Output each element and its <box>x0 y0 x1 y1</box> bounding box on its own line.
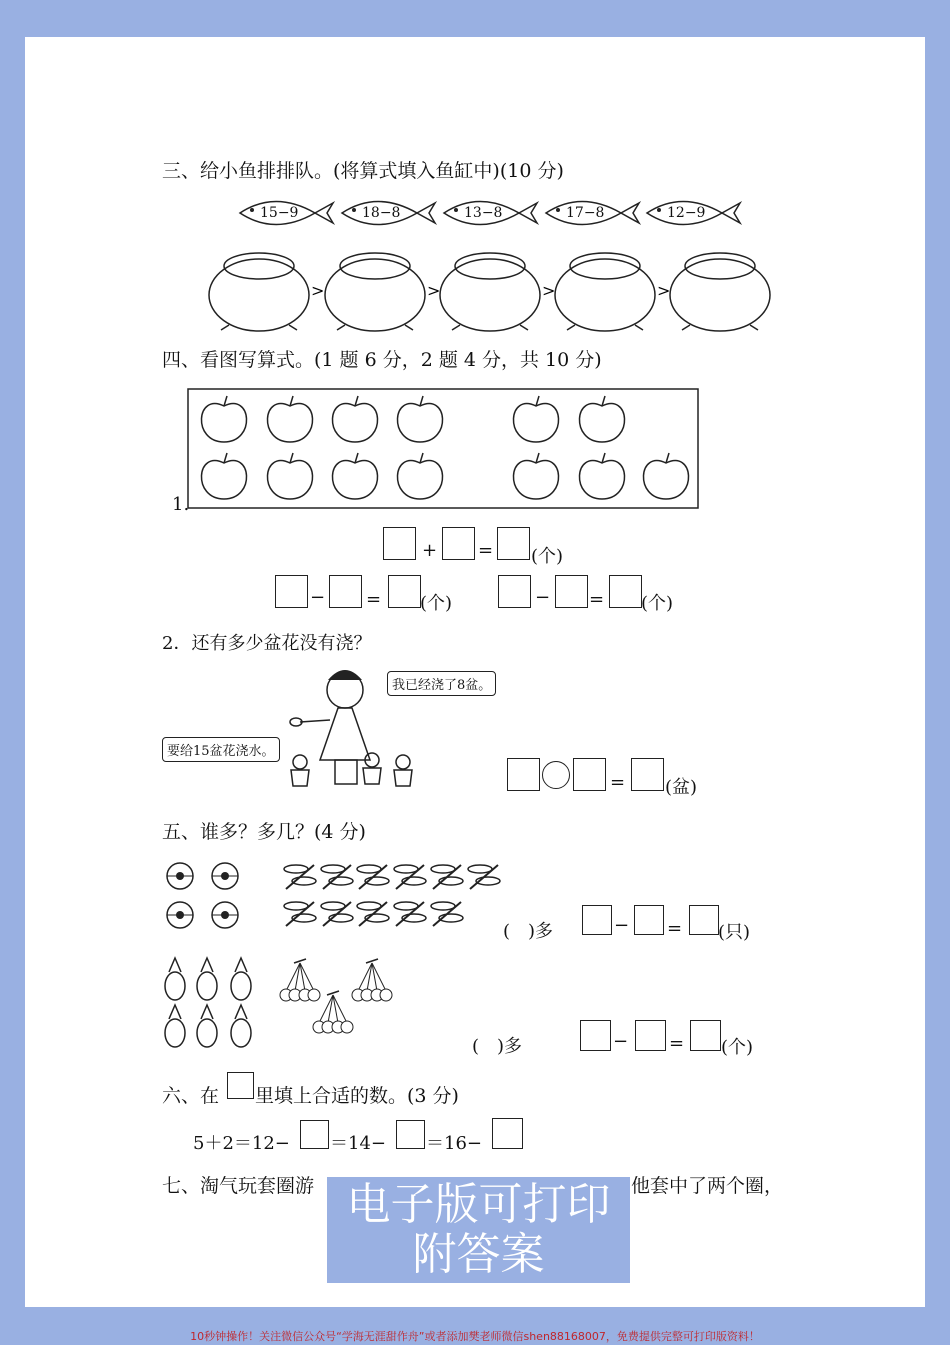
equals-sign: = <box>667 918 683 939</box>
flower-pot-icon <box>363 753 381 784</box>
watermark-line-2: 附答案 <box>412 1229 545 1280</box>
operator-circle[interactable] <box>542 761 570 789</box>
pineapple-icon <box>165 958 185 1000</box>
minus-sign: − <box>310 587 326 608</box>
section-6-title-end: 里填上合适的数。(3 分) <box>255 1085 459 1107</box>
question-1-number: 1. <box>172 494 190 515</box>
cherry-bunch-icon <box>280 959 320 1001</box>
apple-icon <box>332 453 377 499</box>
fish-tank-icon <box>440 253 540 331</box>
ladybug-icon <box>167 863 193 889</box>
flower-pot-icon <box>291 755 309 786</box>
pineapple-icon <box>231 958 251 1000</box>
task-speech-bubble: 要给15盆花浇水。 <box>162 737 280 762</box>
equation-part: ＝14− <box>330 1133 386 1154</box>
dragonfly-icon <box>431 902 463 926</box>
equals-sign: = <box>610 772 626 793</box>
minus-sign: − <box>613 1031 629 1052</box>
unit-label: (只) <box>718 922 751 943</box>
apple-icon <box>267 453 312 499</box>
greater-than-sign: > <box>542 281 556 300</box>
watermark-banner <box>327 1177 630 1283</box>
pineapple-icon <box>231 1005 251 1047</box>
answer-box[interactable] <box>498 575 531 608</box>
greater-than-sign: > <box>657 281 671 300</box>
apple-icon <box>397 453 442 499</box>
fish-tank-icon <box>670 253 770 331</box>
who-more-blank[interactable]: ( )多 <box>503 921 554 942</box>
answer-box[interactable] <box>329 575 362 608</box>
flower-pot-icon <box>394 755 412 786</box>
apple-icon <box>513 453 558 499</box>
apple-icon <box>643 453 688 499</box>
fish-expression[interactable]: 18−8 <box>362 205 401 221</box>
answer-box[interactable] <box>275 575 308 608</box>
equals-sign: = <box>366 589 382 610</box>
answer-box[interactable] <box>555 575 588 608</box>
pineapple-icon <box>197 1005 217 1047</box>
answer-box[interactable] <box>396 1120 425 1149</box>
fish-expression[interactable]: 13−8 <box>464 205 503 221</box>
ladybug-icon <box>167 902 193 928</box>
unit-label: (个) <box>420 593 453 614</box>
greater-than-sign: > <box>427 281 441 300</box>
answer-box[interactable] <box>497 527 530 560</box>
fish-tank-icon <box>555 253 655 331</box>
answer-box[interactable] <box>582 905 612 935</box>
section-4-title: 四、看图写算式。(1 题 6 分，2 题 4 分，共 10 分) <box>162 349 602 371</box>
dragonfly-icon <box>394 902 426 926</box>
greater-than-sign: > <box>311 281 325 300</box>
dragonfly-icon <box>321 902 353 926</box>
footer-promo-text: 10秒钟操作！关注微信公众号“学海无涯甜作舟”或者添加樊老师微信shen88168007，免费提供完整可打印版资料！ <box>190 1330 760 1343</box>
section-3-title: 三、给小鱼排排队。(将算式填入鱼缸中)(10 分) <box>162 160 564 182</box>
answer-box[interactable] <box>300 1120 329 1149</box>
apple-icon <box>332 396 377 442</box>
fish-tank-icon <box>325 253 425 331</box>
answer-box[interactable] <box>573 758 606 791</box>
minus-sign: − <box>535 587 551 608</box>
answer-box[interactable] <box>609 575 642 608</box>
example-box <box>227 1072 254 1099</box>
unit-label: (个) <box>641 593 674 614</box>
dragonfly-icon <box>468 865 500 889</box>
answer-box[interactable] <box>507 758 540 791</box>
equation-part: ＝16− <box>426 1133 482 1154</box>
answer-box[interactable] <box>580 1020 611 1051</box>
minus-sign: − <box>614 915 630 936</box>
who-more-blank[interactable]: ( )多 <box>472 1036 523 1057</box>
equals-sign: = <box>669 1033 685 1054</box>
plus-sign: + <box>422 540 438 561</box>
apple-icon <box>201 396 246 442</box>
apple-icon <box>267 396 312 442</box>
section-7-text: 七、淘气玩套圈游 <box>162 1175 315 1197</box>
ladybug-icon <box>212 902 238 928</box>
dragonfly-icon <box>357 902 389 926</box>
fish-expression[interactable]: 15−9 <box>260 205 299 221</box>
unit-label: (个) <box>531 546 564 567</box>
dragonfly-icon <box>431 865 463 889</box>
pineapple-icon <box>197 958 217 1000</box>
answer-box[interactable] <box>635 1020 666 1051</box>
question-2-title: 2．还有多少盆花没有浇？ <box>162 633 372 654</box>
watermark-line-1: 电子版可打印 <box>346 1179 611 1230</box>
answer-box[interactable] <box>631 758 664 791</box>
apple-box <box>188 389 698 508</box>
apple-icon <box>579 453 624 499</box>
dragonfly-icon <box>284 865 316 889</box>
answer-box[interactable] <box>492 1118 523 1149</box>
equation-part: 5＋2＝12− <box>193 1133 290 1154</box>
pineapple-icon <box>165 1005 185 1047</box>
unit-label: (盆) <box>665 777 698 798</box>
ladybug-icon <box>212 863 238 889</box>
answer-box[interactable] <box>634 905 664 935</box>
answer-box[interactable] <box>383 527 416 560</box>
section-6-title-start: 六、在 <box>162 1085 220 1107</box>
answer-box[interactable] <box>689 905 719 935</box>
apple-icon <box>397 396 442 442</box>
fish-tank-icon <box>209 253 309 331</box>
fish-expression[interactable]: 17−8 <box>566 205 605 221</box>
girl-speech-bubble: 我已经浇了8盆。 <box>387 671 496 696</box>
dragonfly-icon <box>394 865 426 889</box>
apple-icon <box>201 453 246 499</box>
unit-label: (个) <box>721 1037 754 1058</box>
section-7-text-cont: 他套中了两个圈， <box>631 1175 784 1197</box>
fish-expression[interactable]: 12−9 <box>667 205 706 221</box>
equals-sign: = <box>589 589 605 610</box>
dragonfly-icon <box>321 865 353 889</box>
girl-watering-illustration <box>290 670 370 784</box>
cherry-bunch-icon <box>352 959 392 1001</box>
answer-box[interactable] <box>442 527 475 560</box>
section-5-title: 五、谁多？多几？(4 分) <box>162 821 366 843</box>
dragonfly-icon <box>284 902 316 926</box>
apple-icon <box>513 396 558 442</box>
answer-box[interactable] <box>388 575 421 608</box>
equals-sign: = <box>478 540 494 561</box>
apple-icon <box>579 396 624 442</box>
dragonfly-icon <box>357 865 389 889</box>
answer-box[interactable] <box>690 1020 721 1051</box>
